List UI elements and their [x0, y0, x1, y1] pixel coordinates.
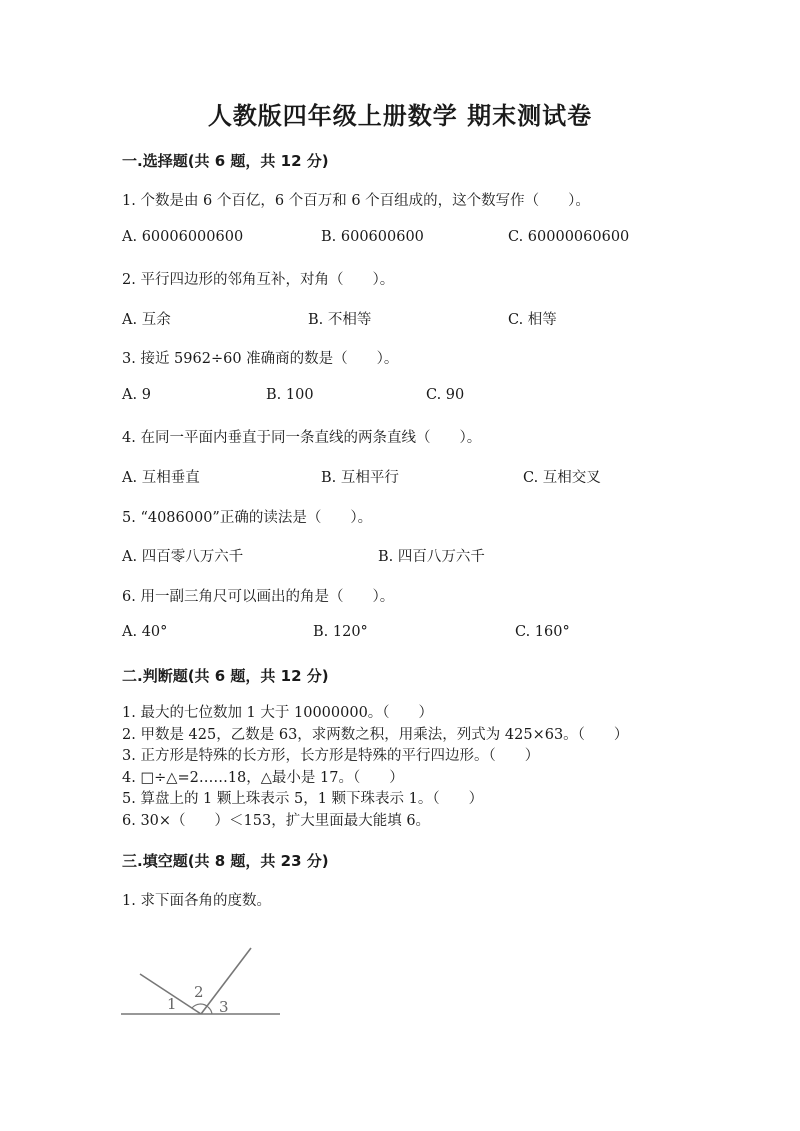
choice-question-6: 6. 用一副三角尺可以画出的角是（ ）。: [122, 589, 395, 605]
option-c: C. 90: [426, 387, 465, 403]
option-a: A. 40°: [122, 624, 168, 640]
choice-options-3: [122, 387, 722, 407]
option-a: A. 四百零八万六千: [122, 549, 244, 565]
choice-options-6: [122, 624, 722, 644]
choice-options-2: [122, 308, 722, 328]
judge-list: [122, 703, 628, 832]
judge-item-6: 6. 30×（ ）＜153，扩大里面最大能填 6。: [122, 812, 431, 829]
option-b: B. 600600600: [321, 229, 424, 245]
choice-options-5: [122, 545, 722, 565]
page-title: 人教版四年级上册数学 期末测试卷: [207, 102, 593, 130]
angle-label-1: 1: [167, 995, 177, 1013]
angle-arc-3: [208, 1007, 212, 1014]
option-b: B. 100: [266, 387, 314, 403]
option-c: C. 60000060600: [508, 229, 630, 245]
option-a: A. 9: [122, 387, 151, 403]
option-a: A. 60006000600: [122, 229, 244, 245]
choice-options-4: [122, 466, 722, 486]
option-b: B. 互相平行: [321, 470, 399, 486]
choice-question-5: 5. “4086000”正确的读法是（ ）。: [122, 510, 373, 526]
judge-item-5: 5. 算盘上的 1 颗上珠表示 5，1 颗下珠表示 1。（ ）: [122, 791, 484, 807]
fill-question-1: 1. 求下面各角的度数。: [122, 893, 271, 909]
choice-question-4: 4. 在同一平面内垂直于同一条直线的两条直线（ ）。: [122, 430, 482, 446]
option-c: C. 160°: [515, 624, 570, 640]
option-b: B. 120°: [313, 624, 368, 640]
angle-label-2: 2: [194, 983, 204, 1001]
option-a: A. 互相垂直: [122, 470, 200, 486]
choice-question-3: 3. 接近 5962÷60 准确商的数是（ ）。: [122, 351, 399, 367]
choice-question-1: 1. 个数是由 6 个百亿，6 个百万和 6 个百组成的，这个数写作（ ）。: [122, 193, 590, 209]
judge-item-3: 3. 正方形是特殊的长方形，长方形是特殊的平行四边形。（ ）: [122, 748, 540, 764]
section-heading-choice: 一.选择题(共 6 题，共 12 分): [122, 152, 329, 170]
judge-item-4: 4. □÷△=2……18，△最小是 17。（ ）: [122, 769, 404, 786]
choice-options-1: [122, 229, 722, 249]
judge-item-1: 1. 最大的七位数加 1 大于 10000000。（ ）: [122, 705, 434, 721]
option-a: A. 互余: [122, 312, 171, 328]
angle-figure: [118, 940, 288, 1030]
judge-item-2: 2. 甲数是 425，乙数是 63，求两数之积，用乘法，列式为 425×63。（ ）: [122, 726, 629, 743]
option-c: C. 互相交叉: [523, 470, 601, 486]
section-heading-judge: 二.判断题(共 6 题，共 12 分): [122, 667, 329, 685]
option-b: B. 不相等: [308, 312, 372, 328]
option-c: C. 相等: [508, 312, 557, 328]
section-heading-fill: 三.填空题(共 8 题，共 23 分): [122, 852, 329, 870]
choice-question-2: 2. 平行四边形的邻角互补，对角（ ）。: [122, 272, 395, 288]
option-b: B. 四百八万六千: [378, 549, 485, 565]
angle-label-3: 3: [219, 998, 229, 1016]
